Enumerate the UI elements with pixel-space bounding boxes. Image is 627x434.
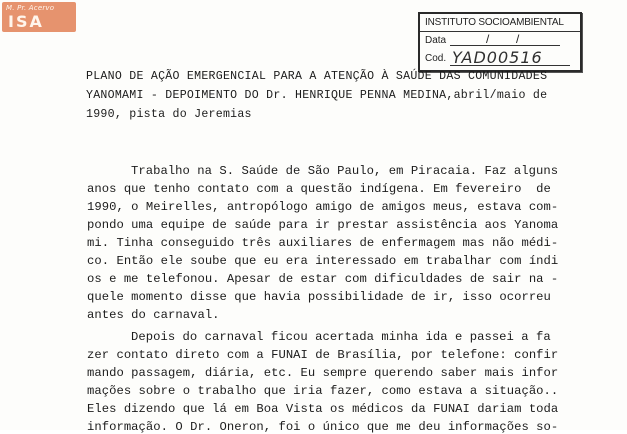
stamp-date-separator: /	[486, 32, 490, 46]
stamp-divider	[420, 31, 580, 32]
paragraph-line: 1990, o Meirelles, antropólogo amigo de amigos meus, estava com-	[87, 200, 559, 214]
paragraph-line: co. Então ele soube que eu era interessado em trabalhar com índi	[87, 254, 559, 268]
paragraph-line: antes do carnaval.	[87, 308, 220, 322]
paragraph-line: mando passagem, diária, etc. Eu sempre querendo saber mais infor	[87, 366, 559, 380]
paragraph-line: mi. Tinha conseguido três auxiliares de enfermagem mas não médi-	[87, 236, 559, 250]
stamp-date-label: Data	[425, 35, 447, 46]
paragraph-line: pondo uma equipe de saúde para ir prestar assistência aos Yanoma	[87, 218, 559, 232]
archive-stamp	[418, 12, 582, 72]
paragraph-line: Eles dizendo que lá em Boa Vista os médicos da FUNAI dariam toda	[87, 402, 559, 416]
stamp-code-value: YAD00516	[452, 48, 543, 67]
paragraph-line: Trabalho na S. Saúde de São Paulo, em Piracaia. Faz alguns	[131, 164, 559, 178]
paragraph-line: Depois do carnaval ficou acertada minha ida e passei a fa	[131, 330, 551, 344]
stamp-date-line	[450, 45, 560, 46]
watermark-caption: M. Pr. Acervo	[6, 4, 55, 12]
document-title-line: 1990, pista do Jeremias	[86, 108, 252, 121]
paragraph-line: mações sobre o trabalho que iria fazer, como estava a situação..	[87, 384, 559, 398]
stamp-code-line	[450, 65, 570, 66]
paragraph-line: informação. O Dr. Oneron, foi o único que me deu informações so-	[87, 420, 559, 434]
document-title-line: PLANO DE AÇÃO EMERGENCIAL PARA A ATENÇÃO À SAÚDE DAS COMUNIDADES	[86, 70, 548, 83]
paragraph-line: quele momento disse que havia possibilidade de ir, isso ocorreu	[87, 290, 551, 304]
document-title-line: YANOMAMI - DEPOIMENTO DO Dr. HENRIQUE PENNA MEDINA,abril/maio de	[86, 89, 548, 102]
paragraph-line: anos que tenho contato com a questão indígena. Em fevereiro de	[87, 182, 551, 196]
paragraph-line: zer contato direto com a FUNAI de Brasília, por telefone: confir	[87, 348, 559, 362]
paragraph-line: os e me telefonou. Apesar de estar com dificuldades de sair na -	[87, 272, 559, 286]
stamp-title: INSTITUTO SOCIOAMBIENTAL	[425, 17, 564, 28]
stamp-date-separator: /	[516, 32, 520, 46]
watermark-logo-text: ISA	[8, 12, 44, 31]
archive-watermark	[2, 2, 76, 32]
stamp-code-label: Cod.	[425, 53, 447, 64]
